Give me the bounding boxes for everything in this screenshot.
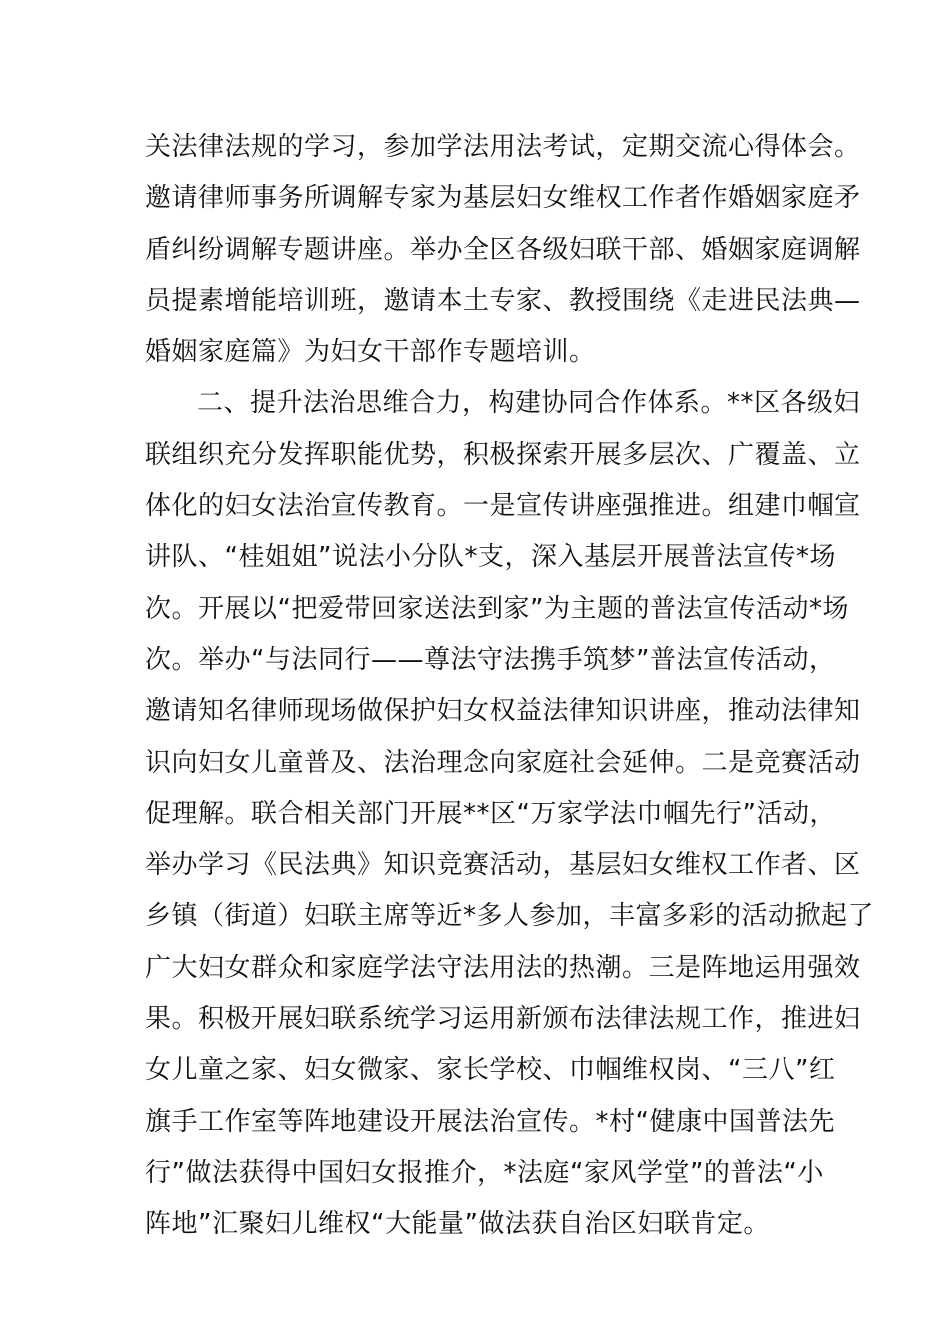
text-line: 盾纠纷调解专题讲座。举办全区各级妇联干部、婚姻家庭调解	[145, 234, 861, 265]
text-line: 旗手工作室等阵地建设开展法治宣传。*村“健康中国普法先	[145, 1106, 835, 1137]
text-line: 行”做法获得中国妇女报推介，*法庭“家风学堂”的普法“小	[145, 1157, 824, 1188]
text-line: 邀请律师事务所调解专家为基层妇女维权工作者作婚姻家庭矛	[145, 183, 861, 214]
text-line: 促理解。联合相关部门开展**区“万家学法巾帼先行”活动，	[145, 798, 836, 829]
text-line: 阵地”汇聚妇儿维权“大能量”做法获自治区妇联肯定。	[145, 1209, 770, 1240]
text-line: 识向妇女儿童普及、法治理念向家庭社会延伸。二是竞赛活动	[145, 747, 861, 778]
text-line: 果。积极开展妇联系统学习运用新颁布法律法规工作，推进妇	[145, 1004, 861, 1035]
text-line: 女儿童之家、妇女微家、家长学校、巾帼维权岗、“三八”红	[145, 1055, 836, 1086]
text-line: 次。举办“与法同行——尊法守法携手筑梦”普法宣传活动，	[145, 644, 836, 675]
text-line: 广大妇女群众和家庭学法守法用法的热潮。三是阵地运用强效	[145, 952, 861, 983]
text-line: 体化的妇女法治宣传教育。一是宣传讲座强推进。组建巾帼宣	[145, 491, 861, 522]
text-line: 联组织充分发挥职能优势，积极探索开展多层次、广覆盖、立	[145, 439, 861, 470]
text-line: 关法律法规的学习，参加学法用法考试，定期交流心得体会。	[145, 132, 861, 162]
text-line: 邀请知名律师现场做保护妇女权益法律知识讲座，推动法律知	[145, 696, 861, 727]
text-line: 婚姻家庭篇》为妇女干部作专题培训。	[145, 337, 596, 368]
text-line: 讲队、“桂姐姐”说法小分队*支，深入基层开展普法宣传*场	[145, 542, 836, 573]
text-line: 次。开展以“把爱带回家送法到家”为主题的普法宣传活动*场	[145, 593, 849, 624]
body-text	[145, 122, 875, 1251]
text-line: 举办学习《民法典》知识竞赛活动，基层妇女维权工作者、区	[145, 850, 861, 881]
section-heading-line: 二、提升法治思维合力，构建协同合作体系。**区各级妇	[197, 388, 861, 419]
text-line: 员提素增能培训班，邀请本土专家、教授围绕《走进民法典—	[145, 285, 861, 316]
text-line: 乡镇（街道）妇联主席等近*多人参加，丰富多彩的活动掀起了	[145, 901, 875, 932]
